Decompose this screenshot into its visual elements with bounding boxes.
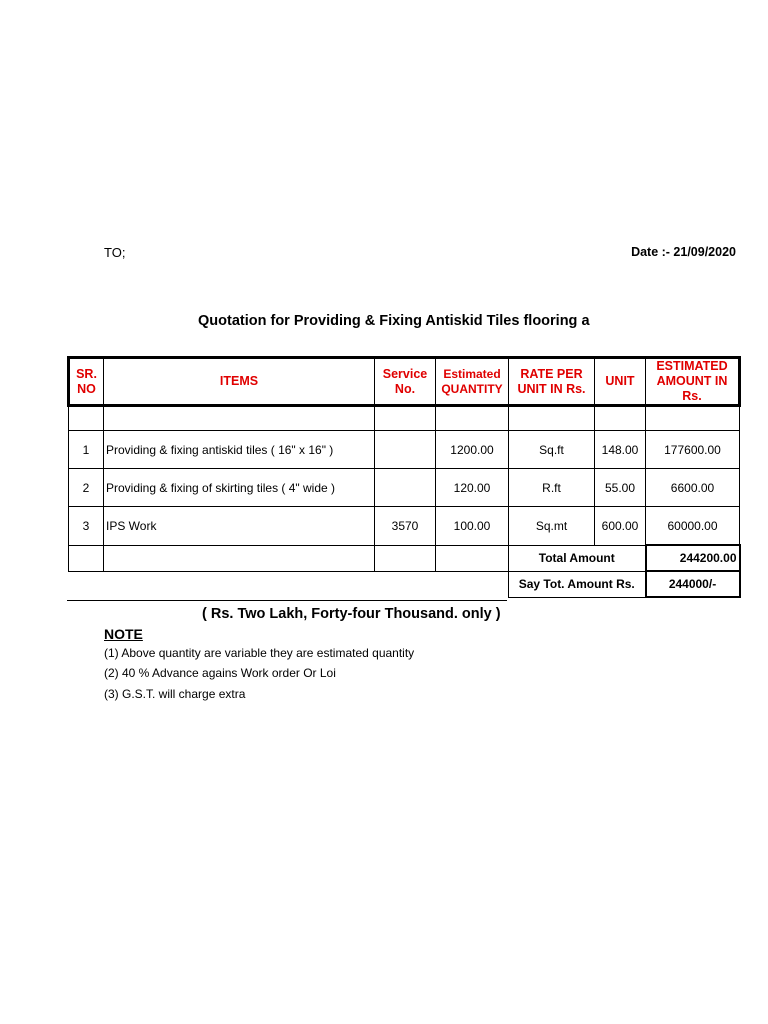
header-sr-no: SR. NO	[69, 358, 104, 406]
amount-in-words-text: ( Rs. Two Lakh, Forty-four Thousand. only )	[202, 606, 501, 622]
header-items: ITEMS	[104, 358, 375, 406]
cell-rate: R.ft	[509, 469, 595, 507]
cell-sr: 1	[69, 431, 104, 469]
cell-unit: 55.00	[595, 469, 646, 507]
say-total-value: 244000/-	[646, 571, 740, 597]
cell-rate: Sq.ft	[509, 431, 595, 469]
quotation-date: Date :- 21/09/2020	[631, 245, 736, 259]
say-total-row	[69, 571, 740, 597]
cell-amount: 6600.00	[646, 469, 740, 507]
note-title: NOTE	[104, 626, 143, 642]
say-total-label: Say Tot. Amount Rs.	[509, 571, 646, 597]
cell-service-no	[375, 469, 436, 507]
cell-quantity: 120.00	[436, 469, 509, 507]
table-header-row	[69, 358, 740, 406]
cell-service-no: 3570	[375, 507, 436, 546]
note-item: (2) 40 % Advance agains Work order Or Loi	[104, 666, 336, 680]
document-title-text: Quotation for Providing & Fixing Antiskid Tiles flooring a	[198, 313, 590, 329]
total-row	[69, 545, 740, 571]
cell-item: IPS Work	[104, 507, 375, 546]
cell-amount: 177600.00	[646, 431, 740, 469]
header-estimated-amount: ESTIMATED AMOUNT IN Rs.	[646, 358, 740, 406]
table-row	[69, 431, 740, 469]
cell-amount: 60000.00	[646, 507, 740, 546]
cell-sr: 3	[69, 507, 104, 546]
table-row	[69, 469, 740, 507]
header-rate-per-unit: RATE PER UNIT IN Rs.	[509, 358, 595, 406]
total-amount-value: 244200.00	[646, 545, 740, 571]
cell-sr: 2	[69, 469, 104, 507]
note-item: (1) Above quantity are variable they are estimated quantity	[104, 646, 415, 660]
table-row	[69, 507, 740, 546]
cell-unit: 148.00	[595, 431, 646, 469]
cell-service-no	[375, 431, 436, 469]
note-item: (3) G.S.T. will charge extra	[104, 687, 246, 701]
divider	[67, 600, 507, 601]
cell-quantity: 1200.00	[436, 431, 509, 469]
cell-unit: 600.00	[595, 507, 646, 546]
header-estimated-quantity: Estimated QUANTITY	[436, 358, 509, 406]
to-label: TO;	[104, 245, 126, 260]
quotation-table	[67, 356, 741, 598]
header-unit: UNIT	[595, 358, 646, 406]
cell-item: Providing & fixing antiskid tiles ( 16" x 16" )	[104, 431, 375, 469]
cell-quantity: 100.00	[436, 507, 509, 546]
header-service-no: Service No.	[375, 358, 436, 406]
total-amount-label: Total Amount	[509, 545, 646, 571]
table-row-blank	[69, 406, 740, 431]
cell-item: Providing & fixing of skirting tiles ( 4" wide )	[104, 469, 375, 507]
cell-rate: Sq.mt	[509, 507, 595, 546]
